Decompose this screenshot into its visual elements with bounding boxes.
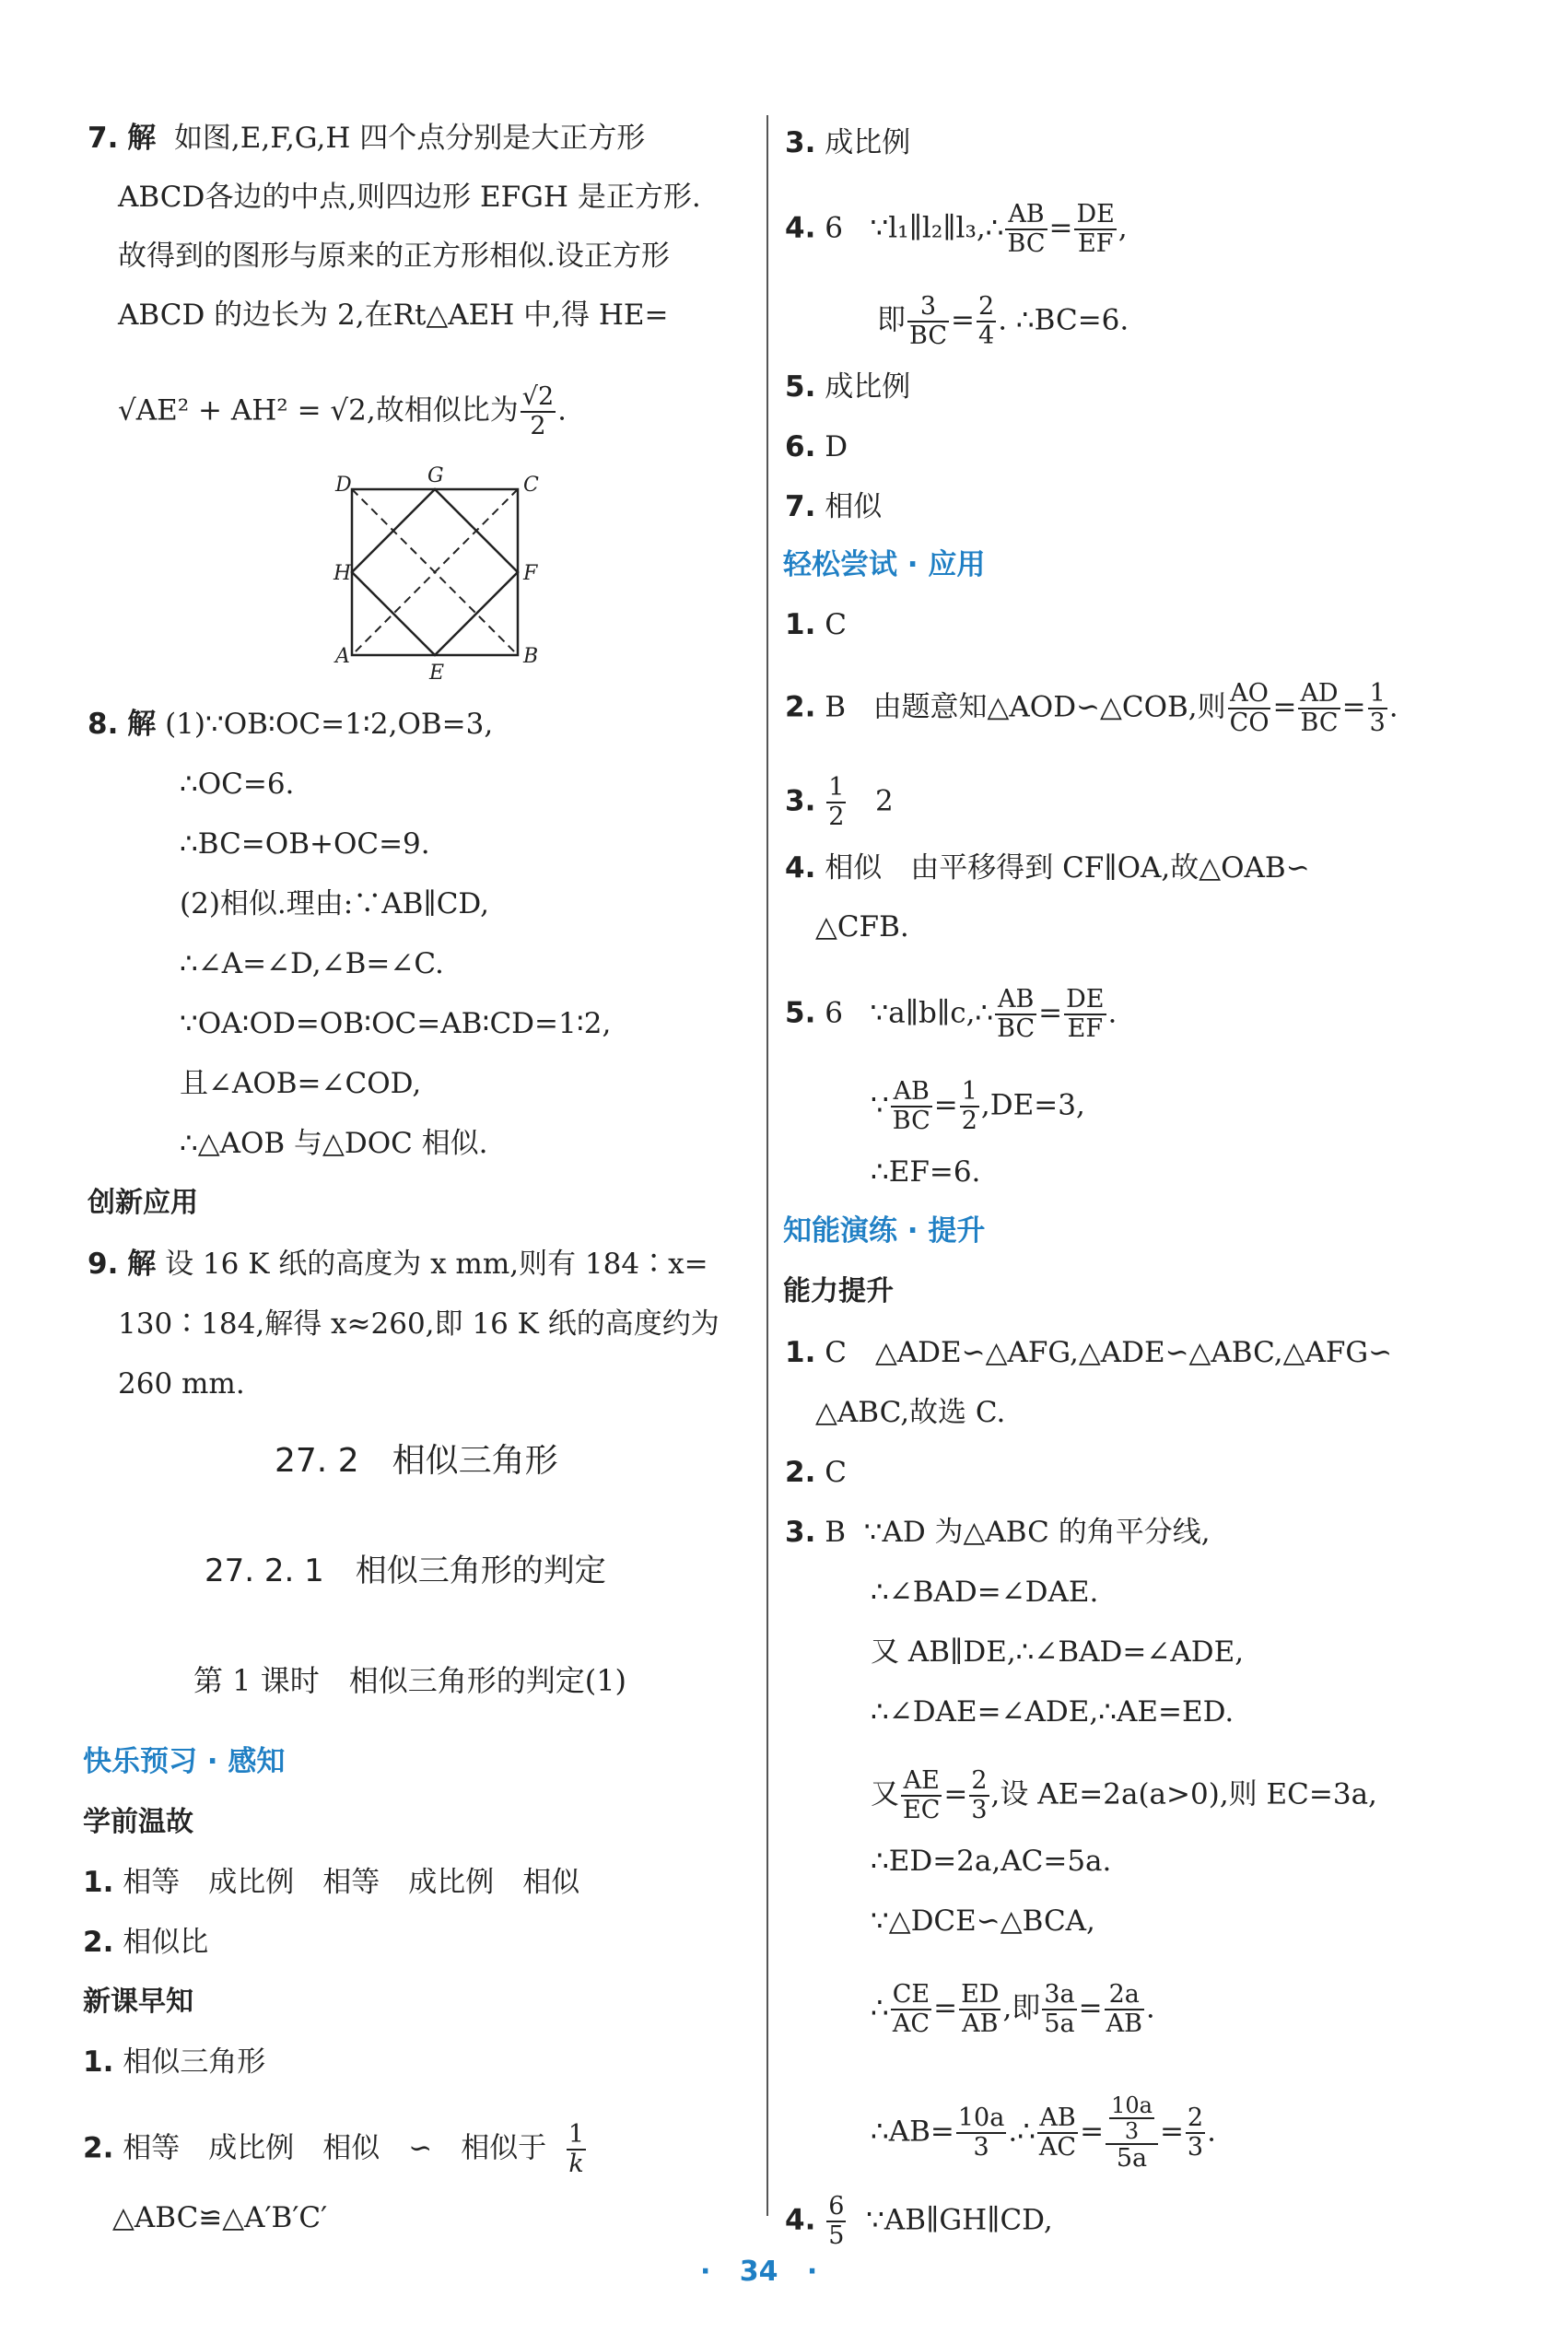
c-item-3-line4: ∴∠DAE=∠ADE,∴AE=ED. — [871, 1695, 1235, 1729]
column-divider — [766, 115, 768, 2216]
s-item-4-cont: △CFB. — [815, 910, 909, 943]
q8-line2: ∴OC=6. — [180, 768, 295, 801]
s-item-5-cont2: ∴EF=6. — [871, 1155, 981, 1189]
q7-line1: 7. 解 如图,E,F,G,H 四个点分别是大正方形 — [88, 122, 646, 155]
r-item-5: 5. 成比例 — [785, 370, 911, 404]
r-item-7: 7. 相似 — [785, 490, 883, 523]
s-item-1: 1. C — [785, 608, 847, 641]
label-A: A — [335, 645, 350, 668]
c-item-3-line5: 又 $\frac{AE}{EC}$ = $\frac{2}{3}$ ,设 AE=2a(a>0),则 EC=3a, — [871, 1766, 1377, 1824]
review-item-2: 2. 相似比 — [83, 1926, 209, 1959]
q7-line4: ABCD 的边长为 2,在Rt△AEH 中,得 HE= — [118, 299, 669, 332]
c-item-1-cont: △ABC,故选 C. — [815, 1396, 1006, 1429]
label-G: G — [427, 465, 444, 487]
c-item-1: 1. C △ADE∽△AFG,△ADE∽△ABC,△AFG∽ — [785, 1336, 1393, 1369]
q7-line3: 故得到的图形与原来的正方形相似.设正方形 — [118, 240, 670, 273]
square-figure — [332, 465, 553, 686]
newlesson-heading: 新课早知 — [83, 1986, 193, 2018]
s-item-5: 5. 6 ∵a∥b∥c,∴ $\frac{AB}{BC}$ = $\frac{DE}{EF}$ . — [785, 985, 1117, 1043]
q8-line6: ∵OA∶OD=OB∶OC=AB∶CD=1∶2, — [180, 1007, 612, 1040]
innovation-heading: 创新应用 — [88, 1187, 198, 1219]
c-item-2: 2. C — [785, 1456, 847, 1489]
label-D: D — [335, 474, 352, 497]
q8-line1: 8. 解 (1)∵OB∶OC=1∶2,OB=3, — [88, 708, 494, 741]
c-item-3-line6: ∴ED=2a,AC=5a. — [871, 1845, 1112, 1878]
section-easy-try: 轻松尝试 · 应用 — [783, 548, 986, 581]
q8-line7: 且∠AOB=∠COD, — [180, 1067, 422, 1100]
lesson-title: 第 1 课时 相似三角形的判定(1) — [193, 1663, 627, 1698]
review-item-1: 1. 相等 成比例 相等 成比例 相似 — [83, 1866, 580, 1899]
q7-line5: √AE² + AH² = √2,故相似比为 $\frac{√2}{2}$ . — [118, 382, 567, 440]
newlesson-item-2-cont: △ABC≌△A′B′C′ — [112, 2201, 328, 2234]
c-item-4: 4. $\frac{6}{5}$ ∵AB∥GH∥CD, — [785, 2192, 1053, 2250]
c-item-3-line2: ∴∠BAD=∠DAE. — [871, 1576, 1099, 1609]
r-item-6: 6. D — [785, 430, 848, 463]
page-number: · 34 · — [700, 2256, 818, 2288]
label-B: B — [523, 645, 539, 668]
s-item-2: 2. B 由题意知△AOD∽△COB,则 $\frac{AO}{CO}$ = $\frac{AD}{BC}$ = $\frac{1}{3}$ . — [785, 679, 1398, 737]
q9-line2: 130∶184,解得 x≈260,即 16 K 纸的高度约为 — [118, 1307, 720, 1341]
q8-line4: (2)相似.理由:∵AB∥CD, — [180, 887, 490, 920]
q8-line8: ∴△AOB 与△DOC 相似. — [180, 1127, 488, 1160]
c-item-3-line8: ∴ $\frac{CE}{AC}$ = $\frac{ED}{AB}$ ,即 $\frac{3a}{5a}$ = $\frac{2a}{AB}$ . — [871, 1980, 1155, 2038]
label-H: H — [333, 562, 352, 585]
section-title: 27. 2 相似三角形 — [275, 1442, 558, 1480]
label-C: C — [523, 474, 539, 497]
s-item-5-cont: ∵ $\frac{AB}{BC}$ = $\frac{1}{2}$ ,DE=3, — [871, 1077, 1085, 1135]
r-item-4: 4. 6 ∵l₁∥l₂∥l₃,∴ $\frac{AB}{BC}$ = $\frac{DE}{EF}$ , — [785, 200, 1128, 258]
c-item-3: 3. B ∵AD 为△ABC 的角平分线, — [785, 1516, 1211, 1549]
c-item-3-line7: ∵△DCE∽△BCA, — [871, 1904, 1095, 1938]
q8-line5: ∴∠A=∠D,∠B=∠C. — [180, 947, 444, 980]
ability-heading: 能力提升 — [783, 1275, 894, 1307]
section-happy-preview: 快乐预习 · 感知 — [83, 1745, 286, 1778]
q8-line3: ∴BC=OB+OC=9. — [180, 827, 430, 861]
subsection-title: 27. 2. 1 相似三角形的判定 — [205, 1553, 606, 1589]
r-item-4-cont: 即 $\frac{3}{BC}$ = $\frac{2}{4}$ . ∴BC=6. — [877, 292, 1129, 350]
c-item-3-line3: 又 AB∥DE,∴∠BAD=∠ADE, — [871, 1635, 1245, 1669]
newlesson-item-2: 2. 相等 成比例 相似 ∽ 相似于 $\frac{1}{k}$ — [83, 2120, 585, 2178]
s-item-4: 4. 相似 由平移得到 CF∥OA,故△OAB∽ — [785, 851, 1310, 885]
review-heading: 学前温故 — [83, 1806, 193, 1838]
section-skill-practice: 知能演练 · 提升 — [783, 1214, 986, 1248]
q7-line2: ABCD各边的中点,则四边形 EFGH 是正方形. — [118, 181, 701, 214]
label-F: F — [523, 562, 538, 585]
r-item-3: 3. 成比例 — [785, 126, 911, 159]
newlesson-item-1: 1. 相似三角形 — [83, 2045, 266, 2079]
q9-line3: 260 mm. — [118, 1367, 245, 1401]
q9-line1: 9. 解 设 16 K 纸的高度为 x mm,则有 184∶x= — [88, 1248, 708, 1281]
s-item-3: 3. $\frac{1}{2}$ 2 — [785, 773, 894, 831]
c-item-3-line9: ∴AB= $\frac{10a}{3}$ .∴ $\frac{AB}{AC}$ = $\frac{\frac{10a}{3}}{5a}$ = $\frac{2}{3}$ . — [871, 2092, 1216, 2173]
label-E: E — [429, 662, 445, 685]
